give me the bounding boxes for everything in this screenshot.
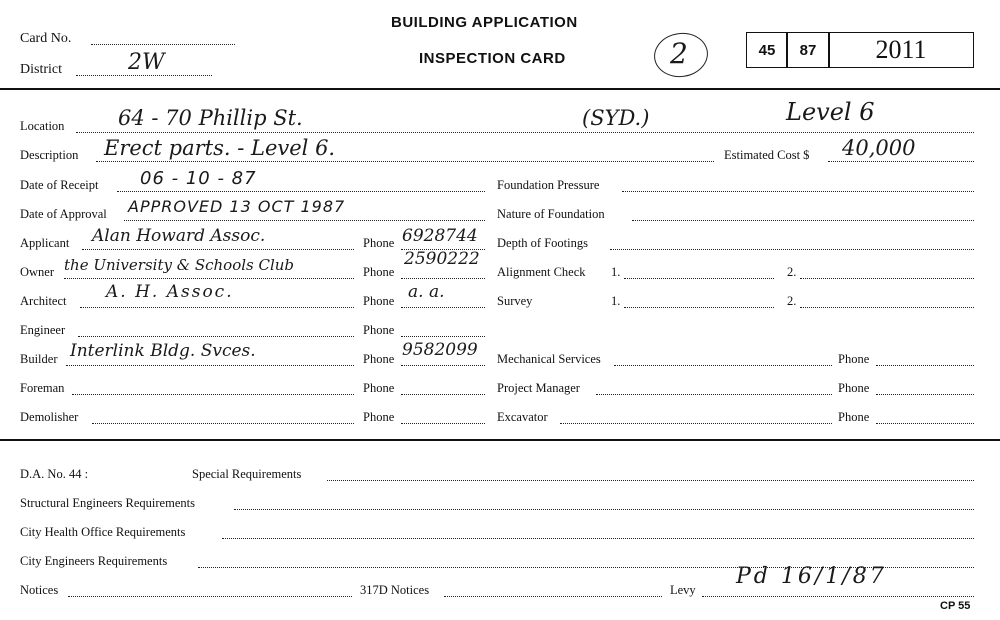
date-approval-label: Date of Approval — [20, 207, 107, 221]
location-level: Level 6 — [786, 98, 875, 126]
notices-field[interactable] — [68, 596, 352, 597]
form-code: CP 55 — [940, 600, 971, 612]
description-label: Description — [20, 148, 79, 162]
owner-phone-label: Phone — [363, 265, 395, 279]
estimated-cost-value: 40,000 — [842, 136, 916, 160]
location-field[interactable] — [76, 132, 974, 133]
nature-foundation-field[interactable] — [632, 220, 974, 221]
form-title-line2: INSPECTION CARD — [419, 50, 566, 67]
da-no-label: D.A. No. 44 : — [20, 467, 89, 481]
health-req-field[interactable] — [222, 538, 974, 539]
form-title-line1: BUILDING APPLICATION — [391, 14, 578, 31]
excavator-field[interactable] — [560, 423, 832, 424]
demolisher-phone-field[interactable] — [401, 423, 485, 424]
header-box-2-value: 87 — [799, 41, 817, 59]
engineer-phone-label: Phone — [363, 323, 395, 337]
header-box-1 — [746, 32, 788, 68]
engineer-label: Engineer — [20, 323, 66, 337]
excavator-phone-field[interactable] — [876, 423, 974, 424]
city-eng-req-label: City Engineers Requirements — [20, 554, 168, 568]
special-req-field[interactable] — [327, 480, 974, 481]
alignment-check-1-label: 1. — [611, 265, 621, 279]
survey-1-field[interactable] — [624, 307, 774, 308]
architect-phone-field[interactable] — [401, 307, 485, 308]
foreman-phone-field[interactable] — [401, 394, 485, 395]
date-receipt-label: Date of Receipt — [20, 178, 99, 192]
mechanical-phone-field[interactable] — [876, 365, 974, 366]
notices-317d-field[interactable] — [444, 596, 662, 597]
owner-label: Owner — [20, 265, 55, 279]
demolisher-phone-label: Phone — [363, 410, 395, 424]
demolisher-label: Demolisher — [20, 410, 79, 424]
project-manager-phone-field[interactable] — [876, 394, 974, 395]
foreman-phone-label: Phone — [363, 381, 395, 395]
owner-value: the University & Schools Club — [64, 256, 295, 274]
date-receipt-value: 06 - 10 - 87 — [140, 168, 257, 189]
header-box-2 — [786, 32, 830, 68]
card-no-label: Card No. — [20, 31, 72, 46]
nature-foundation-label: Nature of Foundation — [497, 207, 605, 221]
builder-phone-field[interactable] — [401, 365, 485, 366]
structural-req-label: Structural Engineers Requirements — [20, 496, 195, 510]
survey-2-label: 2. — [787, 294, 797, 308]
demolisher-field[interactable] — [92, 423, 354, 424]
header-box-1-value: 45 — [758, 41, 776, 59]
architect-phone-value: a. a. — [408, 282, 445, 302]
builder-field[interactable] — [66, 365, 354, 366]
builder-phone-label: Phone — [363, 352, 395, 366]
architect-phone-label: Phone — [363, 294, 395, 308]
builder-phone-value: 9582099 — [402, 340, 478, 360]
alignment-check-1-field[interactable] — [624, 278, 774, 279]
survey-label: Survey — [497, 294, 533, 308]
alignment-check-2-label: 2. — [787, 265, 797, 279]
header-box-3 — [828, 32, 974, 68]
builder-label: Builder — [20, 352, 58, 366]
special-req-label: Special Requirements — [192, 467, 302, 481]
engineer-field[interactable] — [78, 336, 354, 337]
applicant-phone-label: Phone — [363, 236, 395, 250]
date-receipt-field[interactable] — [117, 191, 485, 192]
header-box-3-value: 2011 — [875, 35, 927, 64]
project-manager-label: Project Manager — [497, 381, 580, 395]
health-req-label: City Health Office Requirements — [20, 525, 186, 539]
levy-label: Levy — [670, 583, 696, 597]
survey-2-field[interactable] — [800, 307, 974, 308]
district-field[interactable] — [76, 75, 212, 76]
foundation-pressure-field[interactable] — [622, 191, 974, 192]
description-field[interactable] — [96, 161, 714, 162]
mechanical-field[interactable] — [614, 365, 832, 366]
district-value: 2W — [128, 50, 165, 75]
depth-footings-label: Depth of Footings — [497, 236, 588, 250]
project-manager-phone-label: Phone — [838, 381, 870, 395]
structural-req-field[interactable] — [234, 509, 974, 510]
foundation-pressure-label: Foundation Pressure — [497, 178, 600, 192]
excavator-phone-label: Phone — [838, 410, 870, 424]
card-no-field[interactable] — [91, 44, 235, 45]
divider-bottom — [0, 439, 1000, 441]
depth-footings-field[interactable] — [610, 249, 974, 250]
applicant-phone-value: 6928744 — [402, 226, 478, 246]
applicant-value: Alan Howard Assoc. — [92, 226, 266, 246]
divider-top — [0, 88, 1000, 90]
district-label: District — [20, 62, 62, 77]
architect-field[interactable] — [80, 307, 354, 308]
foreman-label: Foreman — [20, 381, 65, 395]
estimated-cost-field[interactable] — [828, 161, 974, 162]
circled-number-value: 2 — [670, 37, 688, 70]
mechanical-phone-label: Phone — [838, 352, 870, 366]
applicant-field[interactable] — [82, 249, 354, 250]
notices-317d-label: 317D Notices — [360, 583, 430, 597]
levy-field[interactable] — [702, 596, 974, 597]
location-value: 64 - 70 Phillip St. — [118, 106, 303, 130]
applicant-label: Applicant — [20, 236, 70, 250]
description-value: Erect parts. - Level 6. — [104, 136, 336, 160]
owner-field[interactable] — [64, 278, 354, 279]
levy-value: Pd 16/1/87 — [736, 564, 887, 589]
alignment-check-2-field[interactable] — [800, 278, 974, 279]
notices-label: Notices — [20, 583, 59, 597]
engineer-phone-field[interactable] — [401, 336, 485, 337]
owner-phone-value: 2590222 — [404, 249, 480, 269]
date-approval-value: APPROVED 13 OCT 1987 — [128, 197, 346, 216]
estimated-cost-label: Estimated Cost $ — [724, 148, 810, 162]
excavator-label: Excavator — [497, 410, 548, 424]
owner-phone-field[interactable] — [401, 278, 485, 279]
date-approval-field[interactable] — [124, 220, 485, 221]
location-note: (SYD.) — [582, 106, 650, 130]
alignment-check-label: Alignment Check — [497, 265, 586, 279]
mechanical-label: Mechanical Services — [497, 352, 601, 366]
project-manager-field[interactable] — [596, 394, 832, 395]
builder-value: Interlink Bldg. Svces. — [70, 341, 256, 361]
architect-value: A. H. Assoc. — [106, 282, 234, 302]
survey-1-label: 1. — [611, 294, 621, 308]
location-label: Location — [20, 119, 65, 133]
foreman-field[interactable] — [72, 394, 354, 395]
architect-label: Architect — [20, 294, 67, 308]
